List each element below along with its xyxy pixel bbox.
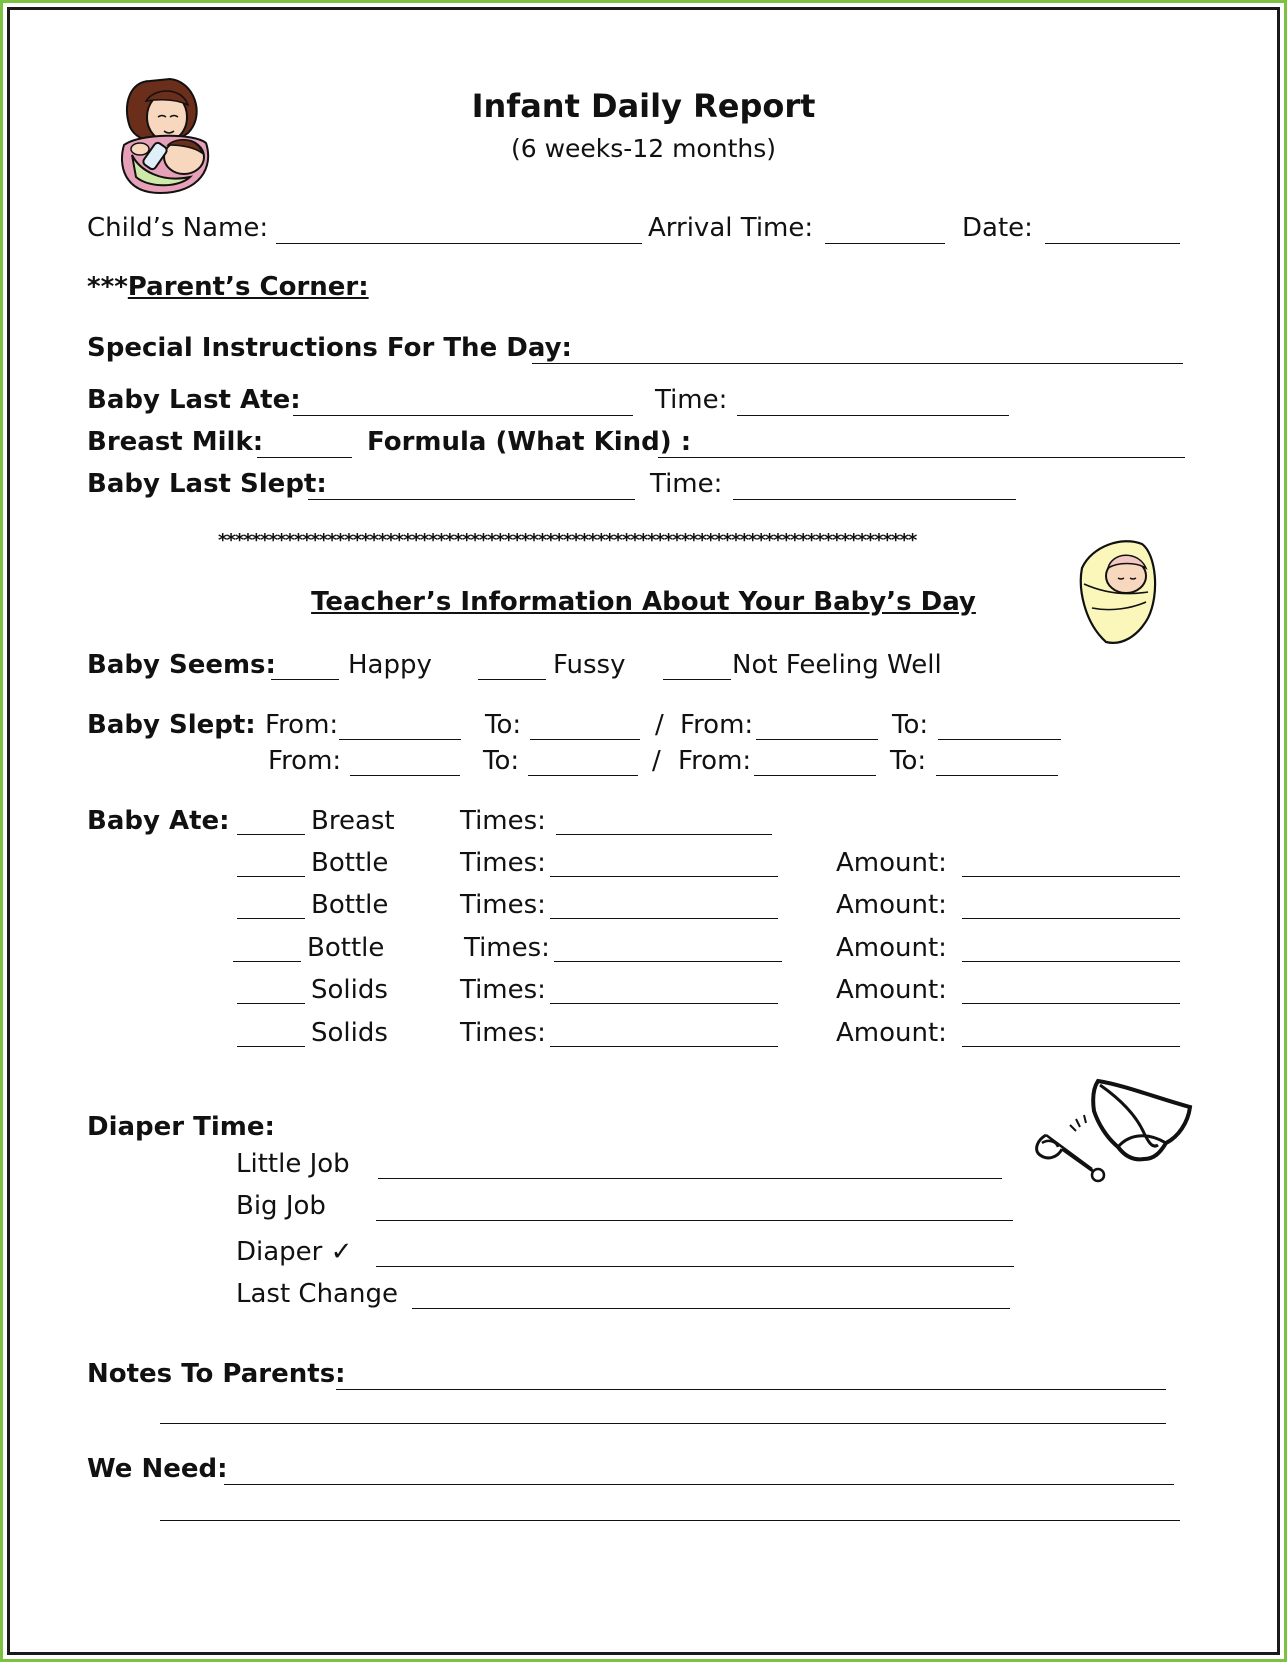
special-instructions-field[interactable] xyxy=(532,363,1183,364)
feeding-times-field[interactable] xyxy=(550,1003,778,1004)
not-feeling-well-checkbox[interactable] xyxy=(663,679,731,680)
feeding-times-field[interactable] xyxy=(556,834,772,835)
diaper-time-label: Diaper Time: xyxy=(87,1112,275,1142)
breast-milk-field[interactable] xyxy=(257,457,352,458)
notes-field-line-1[interactable] xyxy=(336,1389,1166,1390)
feeding-times-field[interactable] xyxy=(550,876,778,877)
slept-from-field[interactable] xyxy=(350,775,460,776)
slept-from-field[interactable] xyxy=(339,739,461,740)
special-instructions-label: Special Instructions For The Day: xyxy=(87,333,572,363)
slept-from-label: From: xyxy=(268,746,342,776)
feeding-times-label: Times: xyxy=(460,1018,546,1048)
we-need-field-line-1[interactable] xyxy=(224,1484,1174,1485)
feeding-times-field[interactable] xyxy=(550,918,778,919)
feeding-checkbox[interactable] xyxy=(237,876,305,877)
feeding-type: Bottle xyxy=(311,848,389,878)
arrival-time-field[interactable] xyxy=(825,243,945,244)
notes-to-parents-label: Notes To Parents: xyxy=(87,1359,346,1389)
baby-seems-label: Baby Seems: xyxy=(87,650,276,680)
feeding-checkbox[interactable] xyxy=(237,1003,305,1004)
last-ate-time-field[interactable] xyxy=(737,415,1009,416)
diaper-row-label: Diaper ✓ xyxy=(236,1237,353,1267)
feeding-amount-field[interactable] xyxy=(962,1046,1180,1047)
feeding-amount-label: Amount: xyxy=(836,975,947,1005)
feeding-checkbox[interactable] xyxy=(237,918,305,919)
feeding-type: Breast xyxy=(311,806,395,836)
star-divider: *********************************************************************************** xyxy=(218,530,917,551)
feeding-amount-label: Amount: xyxy=(836,1018,947,1048)
slept-to-label: To: xyxy=(485,710,522,740)
slept-to-field[interactable] xyxy=(528,775,638,776)
feeding-amount-field[interactable] xyxy=(962,961,1180,962)
diaper-row-label: Last Change xyxy=(236,1279,398,1309)
slept-to-label: To: xyxy=(483,746,520,776)
not-feeling-well-option: Not Feeling Well xyxy=(732,650,942,680)
slept-to-label: To: xyxy=(892,710,929,740)
formula-field[interactable] xyxy=(658,457,1185,458)
feeding-times-label: Times: xyxy=(464,933,550,963)
happy-checkbox[interactable] xyxy=(271,679,339,680)
page-title: Infant Daily Report xyxy=(471,87,816,125)
feeding-times-field[interactable] xyxy=(550,1046,778,1047)
feeding-checkbox[interactable] xyxy=(237,1046,305,1047)
feeding-amount-field[interactable] xyxy=(962,918,1180,919)
diaper-row-label: Little Job xyxy=(236,1149,350,1179)
happy-option: Happy xyxy=(348,650,432,680)
date-label: Date: xyxy=(962,213,1033,243)
slept-from-field[interactable] xyxy=(754,775,876,776)
slept-from-field[interactable] xyxy=(756,739,878,740)
last-ate-time-label: Time: xyxy=(655,385,728,415)
baby-last-slept-field[interactable] xyxy=(308,499,635,500)
slept-from-label: From: xyxy=(265,710,339,740)
feeding-times-label: Times: xyxy=(460,890,546,920)
slept-to-field[interactable] xyxy=(938,739,1061,740)
parents-corner-title: Parent’s Corner: xyxy=(127,272,369,302)
teacher-info-heading: Teacher’s Information About Your Baby’s Day xyxy=(311,587,976,617)
page-subtitle: (6 weeks-12 months) xyxy=(510,134,776,163)
feeding-amount-label: Amount: xyxy=(836,933,947,963)
slept-from-label: From: xyxy=(680,710,754,740)
date-field[interactable] xyxy=(1045,243,1180,244)
feeding-amount-label: Amount: xyxy=(836,848,947,878)
we-need-label: We Need: xyxy=(87,1454,228,1484)
feeding-type: Bottle xyxy=(307,933,385,963)
diaper-check-field[interactable] xyxy=(376,1266,1014,1267)
baby-slept-label: Baby Slept: xyxy=(87,710,256,740)
last-slept-time-field[interactable] xyxy=(733,499,1016,500)
parents-corner-heading xyxy=(87,270,369,304)
notes-field-line-2[interactable] xyxy=(160,1423,1166,1424)
feeding-times-field[interactable] xyxy=(554,961,782,962)
child-name-field[interactable] xyxy=(276,243,642,244)
baby-ate-label: Baby Ate: xyxy=(87,806,230,836)
feeding-times-label: Times: xyxy=(460,975,546,1005)
formula-label: Formula (What Kind) : xyxy=(367,427,692,457)
feeding-type: Bottle xyxy=(311,890,389,920)
baby-last-ate-field[interactable] xyxy=(293,415,633,416)
last-slept-time-label: Time: xyxy=(650,469,723,499)
feeding-type: Solids xyxy=(311,975,388,1005)
baby-last-slept-label: Baby Last Slept: xyxy=(87,469,327,499)
slept-to-field[interactable] xyxy=(936,775,1058,776)
little-job-field[interactable] xyxy=(378,1178,1002,1179)
slept-from-label: From: xyxy=(678,746,752,776)
feeding-times-label: Times: xyxy=(460,806,546,836)
child-name-label: Child’s Name: xyxy=(87,213,269,243)
slept-to-label: To: xyxy=(890,746,927,776)
baby-last-ate-label: Baby Last Ate: xyxy=(87,385,301,415)
diaper-safety-pin-icon xyxy=(1028,1075,1196,1190)
fussy-option: Fussy xyxy=(553,650,626,680)
parents-corner-prefix: *** xyxy=(87,272,128,302)
arrival-time-label: Arrival Time: xyxy=(648,213,814,243)
diaper-row-label: Big Job xyxy=(236,1191,326,1221)
slept-separator: / xyxy=(655,710,664,740)
feeding-amount-label: Amount: xyxy=(836,890,947,920)
feeding-amount-field[interactable] xyxy=(962,1003,1180,1004)
feeding-times-label: Times: xyxy=(460,848,546,878)
we-need-field-line-2[interactable] xyxy=(160,1520,1180,1521)
big-job-field[interactable] xyxy=(376,1220,1013,1221)
fussy-checkbox[interactable] xyxy=(478,679,546,680)
last-change-field[interactable] xyxy=(412,1308,1010,1309)
slept-separator: / xyxy=(652,746,661,776)
breast-milk-label: Breast Milk: xyxy=(87,427,264,457)
slept-to-field[interactable] xyxy=(530,739,640,740)
feeding-checkbox[interactable] xyxy=(233,961,301,962)
feeding-type: Solids xyxy=(311,1018,388,1048)
feeding-checkbox[interactable] xyxy=(237,834,305,835)
feeding-amount-field[interactable] xyxy=(962,876,1180,877)
